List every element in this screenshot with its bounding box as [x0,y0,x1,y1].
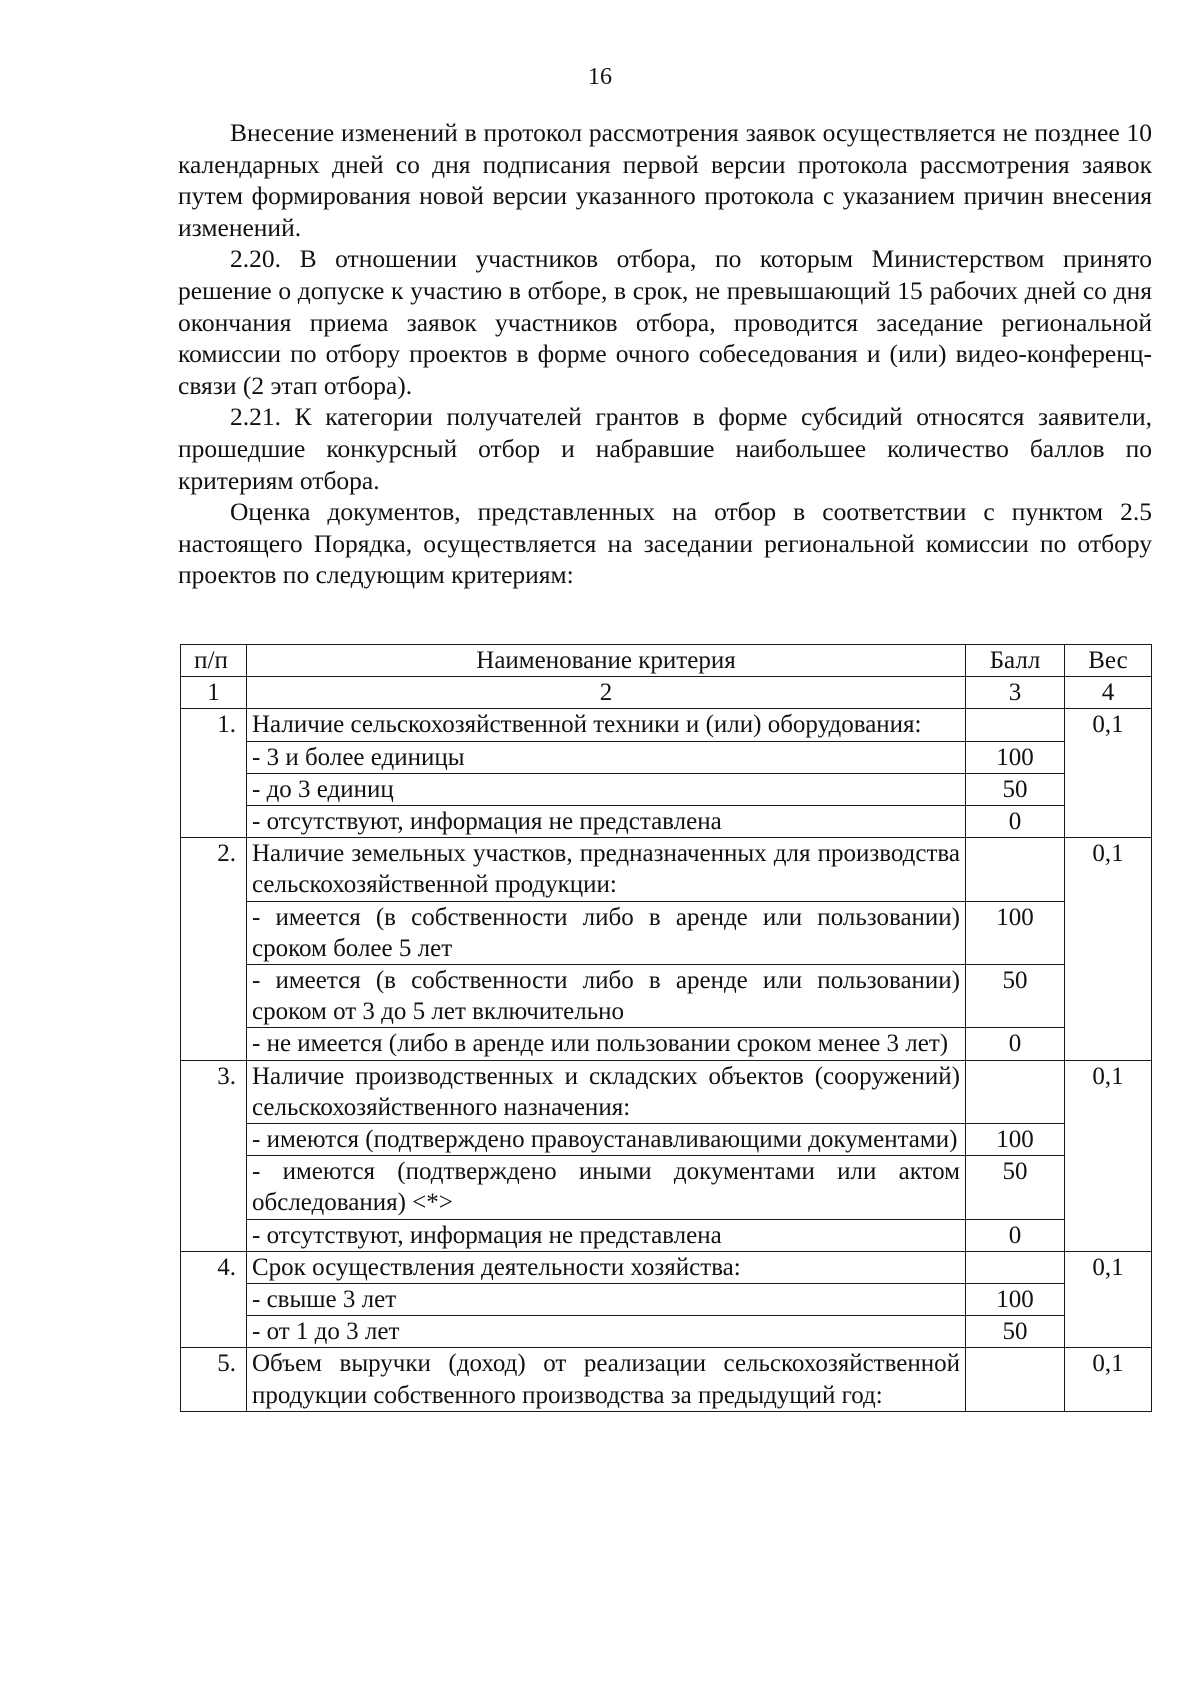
criterion-number: 2. [181,838,247,1060]
index-cell: 2 [247,677,966,709]
index-cell: 4 [1065,677,1152,709]
table-row [181,1251,1152,1283]
header-weight: Вес [1065,645,1152,677]
option-score: 0 [966,806,1065,838]
option-text: - до 3 единиц [247,773,966,805]
option-score: 50 [966,1156,1065,1219]
option-score: 100 [966,1124,1065,1156]
criterion-weight: 0,1 [1065,838,1152,1060]
table-header-row [181,645,1152,677]
paragraph: 2.20. В отношении участников отбора, по которым Министерством принято решение о допуске к участию в отборе, в срок, не превышающий 15 рабочих дней со дня окончания приема заявок участников отбора, проводится заседание региональной комиссии по отбору проектов в форме очного собеседования и (или) видео-конференц-связи (2 этап отбора). [178,244,1152,400]
table-row [181,1348,1152,1411]
table-row [181,1060,1152,1123]
option-text: - имеются (подтверждено правоустанавливающими документами) [247,1124,966,1156]
option-text: - имеются (подтверждено иными документами или актом обследования) <*> [247,1156,966,1219]
criterion-score-empty [966,1251,1065,1283]
option-score: 50 [966,1316,1065,1348]
option-text: - не имеется (либо в аренде или пользовании сроком менее 3 лет) [247,1028,966,1060]
option-row [181,1124,1152,1156]
option-row [181,1316,1152,1348]
criterion-title: Срок осуществления деятельности хозяйства: [247,1251,966,1283]
criterion-title: Наличие земельных участков, предназначенных для производства сельскохозяйственной продукции: [247,838,966,901]
option-row [181,1156,1152,1219]
paragraph: 2.21. К категории получателей грантов в форме субсидий относятся заявители, прошедшие конкурсный отбор и набравшие наибольшее количество баллов по критериям отбора. [178,402,1152,495]
criterion-number: 3. [181,1060,247,1251]
option-row [181,773,1152,805]
criterion-number: 4. [181,1251,247,1348]
option-score: 100 [966,741,1065,773]
option-row [181,1219,1152,1251]
option-text: - свыше 3 лет [247,1284,966,1316]
criterion-title: Объем выручки (доход) от реализации сельскохозяйственной продукции собственного производства за предыдущий год: [247,1348,966,1411]
option-text: - отсутствуют, информация не представлена [247,1219,966,1251]
criterion-number: 5. [181,1348,247,1411]
option-text: - отсутствуют, информация не представлена [247,806,966,838]
index-cell: 1 [181,677,247,709]
criterion-score-empty [966,838,1065,901]
criterion-title: Наличие сельскохозяйственной техники и (или) оборудования: [247,709,966,741]
criterion-weight: 0,1 [1065,1060,1152,1251]
criterion-title: Наличие производственных и складских объектов (сооружений) сельскохозяйственного назначения: [247,1060,966,1123]
option-score: 0 [966,1028,1065,1060]
criterion-weight: 0,1 [1065,1251,1152,1348]
criterion-score-empty [966,1060,1065,1123]
header-criterion-name: Наименование критерия [247,645,966,677]
table-row [181,709,1152,741]
option-score: 100 [966,1284,1065,1316]
option-row [181,741,1152,773]
option-score: 50 [966,773,1065,805]
option-text: - от 1 до 3 лет [247,1316,966,1348]
option-row [181,806,1152,838]
option-row [181,965,1152,1028]
header-score: Балл [966,645,1065,677]
criterion-weight: 0,1 [1065,709,1152,838]
option-score: 50 [966,965,1065,1028]
option-row [181,1028,1152,1060]
body-text [178,117,1152,591]
option-row [181,901,1152,964]
criteria-table [180,644,1152,1412]
criterion-score-empty [966,709,1065,741]
criterion-number: 1. [181,709,247,838]
option-text: - имеется (в собственности либо в аренде или пользовании) сроком более 5 лет [247,901,966,964]
criterion-score-empty [966,1348,1065,1411]
index-cell: 3 [966,677,1065,709]
option-row [181,1284,1152,1316]
option-text: - 3 и более единицы [247,741,966,773]
option-score: 0 [966,1219,1065,1251]
criterion-weight: 0,1 [1065,1348,1152,1411]
page-number: 16 [588,64,612,90]
option-score: 100 [966,901,1065,964]
header-number: п/п [181,645,247,677]
option-text: - имеется (в собственности либо в аренде или пользовании) сроком от 3 до 5 лет включительно [247,965,966,1028]
paragraph: Оценка документов, представленных на отбор в соответствии с пунктом 2.5 настоящего Порядка, осуществляется на заседании региональной комиссии по отбору проектов по следующим критериям: [178,497,1152,590]
paragraph: Внесение изменений в протокол рассмотрения заявок осуществляется не позднее 10 календарных дней со дня подписания первой версии протокола рассмотрения заявок путем формирования новой версии указанного протокола с указанием причин внесения изменений. [178,118,1152,242]
table-row [181,838,1152,901]
table-index-row [181,677,1152,709]
